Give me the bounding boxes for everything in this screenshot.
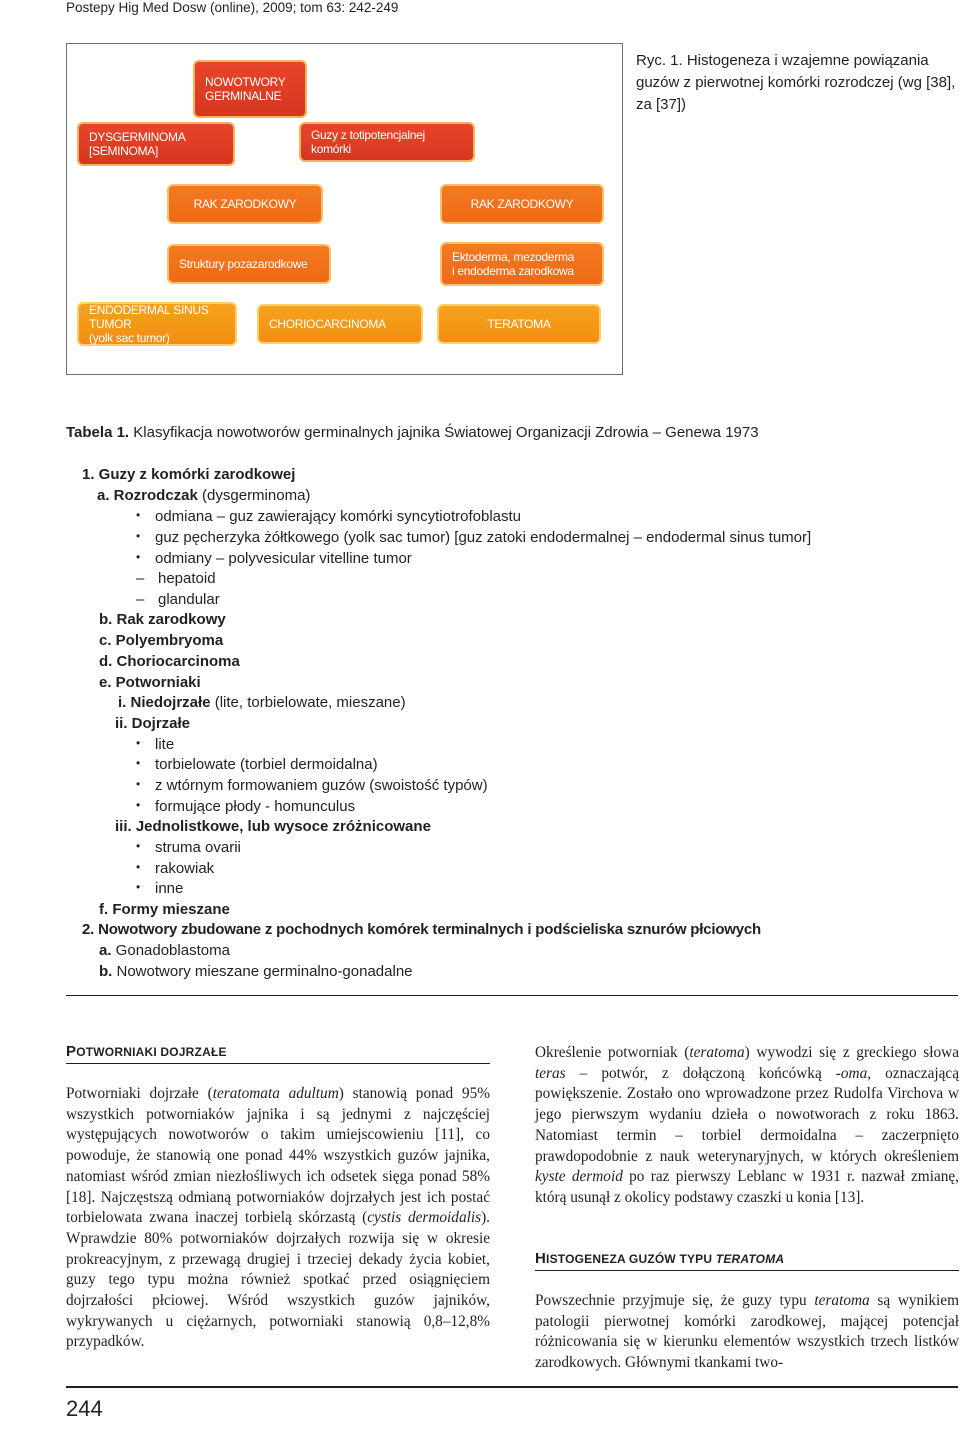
journal-header: Postepy Hig Med Dosw (online), 2009; tom 63: 242-249	[66, 0, 399, 15]
node-label: RAK ZARODKOWY	[193, 197, 297, 211]
row-text: Nowotwory mieszane germinalno-gonadalne	[112, 963, 413, 980]
table-row: • guz pęcherzyka żółtkowego (yolk sac tumor) [guz zatoki endodermalnej – endodermal sinus tumor]	[155, 529, 811, 546]
table-row: • formujące płody - homunculus	[155, 798, 355, 815]
table-title-text: Klasyfikacja nowotworów germinalnych jajnika Światowej Organizacji Zdrowia – Genewa 1973	[129, 424, 759, 441]
node-label: TERATOMA	[487, 317, 551, 331]
figure-caption: Ryc. 1. Histogeneza i wzajemne powiązania guzów z pierwotnej komórki rozrodczej (wg [38], za [37])	[636, 52, 956, 113]
text: Określenie potworniak (	[535, 1044, 690, 1061]
node-label: [SEMINOMA]	[89, 144, 159, 158]
body-paragraph	[535, 1043, 959, 1209]
node-label: Guzy z totipotencjalnej komórki	[311, 128, 425, 156]
node-embryonal-carcinoma-left	[167, 184, 323, 224]
table-row: ii. Dojrzałe	[115, 715, 191, 732]
heading-initial: P	[66, 1043, 77, 1060]
node-label: DYSGERMINOMA	[89, 130, 186, 144]
heading-text: OTWORNIAKI DOJRZAŁE	[76, 1045, 227, 1059]
text: , oznaczającą powiększenie. Zostało ono wprowadzone przez Rudolfa Virchova w jego pierwszym wydaniu dzieła o nowotworach z roku 1863. Natomiast termin – torbiel dermoidalna – zaczerpnięto prawdopodobnie z nauk weterynaryjnych, w których określeniem	[535, 1064, 959, 1165]
node-label: i endoderma zarodkowa	[452, 264, 574, 278]
heading-underline	[66, 1063, 490, 1064]
node-endodermal-sinus-tumor	[77, 302, 237, 346]
page-number: 244	[66, 1396, 103, 1421]
table-row: • torbielowate (torbiel dermoidalna)	[155, 756, 378, 773]
text: ). Wprawdzie 80% potworniaków dojrzałych rozwija się w okresie prokreacyjnym, z przewagą drugiej i trzeciej dekady życia kobiet, guzy tego typu można również spotkać przed osiągnięciem dojrzałości płciowej. Wśród wszystkich guzów jajników, wykrywanych u ciężarnych, potworniaki stanowią 0,8–12,8% przypadków.	[66, 1209, 490, 1351]
body-paragraph	[535, 1291, 959, 1374]
table-row: 1. Guzy z komórki zarodkowej	[82, 466, 296, 483]
table-row	[99, 942, 230, 959]
row-text: (dysgerminoma)	[197, 487, 311, 504]
row-label: a.	[99, 942, 112, 959]
text-italic: teras	[535, 1064, 566, 1082]
table-row	[118, 694, 406, 711]
table-row: d. Choriocarcinoma	[99, 653, 240, 670]
heading-underline	[535, 1270, 959, 1271]
text: Powszechnie przyjmuje się, że guzy typu	[535, 1292, 815, 1309]
table-row: iii. Jednolistkowe, lub wysoce zróżnicowane	[115, 818, 431, 835]
table-row: • odmiana – guz zawierający komórki syncytiotrofoblastu	[155, 508, 521, 525]
heading-text: ISTOGENEZA GUZÓW TYPU	[546, 1252, 716, 1266]
table-row: • struma ovarii	[155, 839, 241, 856]
divider	[66, 995, 958, 996]
node-label: GERMINALNE	[205, 89, 282, 103]
table-row: – hepatoid	[158, 570, 216, 587]
section-heading	[66, 1043, 227, 1060]
node-germinal-tumors	[193, 60, 307, 118]
node-label: NOWOTWORY	[205, 75, 286, 89]
table-row: • z wtórnym formowaniem guzów (swoistość typów)	[155, 777, 488, 794]
table-row: c. Polyembryoma	[99, 632, 224, 649]
table-title	[66, 424, 759, 441]
text-italic: kyste dermoid	[535, 1168, 623, 1186]
row-label: b.	[99, 963, 113, 980]
row-label: a. Rozrodczak	[97, 487, 198, 504]
text: ) stanowią ponad 95% wszystkich potworniaków jajnika i są jednymi z najczęściej występujących nowotworów o takim umiejscowieniu [11], co powoduje, że stanowią one ponad 44% wszystkich guzów jajnika, natomiast wśród zmian niezłośliwych ich odsetek sięga ponad 58% [18]. Najczęstszą odmianą potworniaków dojrzałych jest ich postać torbielowata zwana inaczej torbielą skórzastą (	[66, 1085, 490, 1227]
node-totipotent	[299, 122, 475, 162]
text: są wynikiem patologii pierwotnej komórki zarodkowej, mającej potencjał różnicowania się w kierunku elementów wszystkich trzech listków zarodkowych. Głównymi tkankami two-	[535, 1292, 959, 1372]
row-text: (lite, torbielowate, mieszane)	[210, 694, 406, 711]
body-paragraph	[66, 1084, 490, 1353]
table-row: • lite	[155, 736, 174, 753]
table-label: Tabela 1.	[66, 424, 130, 441]
node-teratoma	[437, 304, 601, 344]
node-label: ENDODERMAL SINUS TUMOR	[89, 303, 209, 331]
text-italic: cystis dermoidalis	[367, 1209, 482, 1227]
node-extraembryonic	[167, 244, 331, 284]
row-label: i. Niedojrzałe	[118, 694, 211, 711]
table-row	[97, 487, 310, 504]
text: ) wywodzi się z greckiego słowa	[744, 1044, 959, 1061]
text: Potworniaki dojrzałe (	[66, 1085, 213, 1102]
node-label: RAK ZARODKOWY	[470, 197, 574, 211]
section-heading	[535, 1250, 784, 1267]
table-row: b. Rak zarodkowy	[99, 611, 226, 628]
node-label: CHORIOCARCINOMA	[269, 317, 386, 331]
footer-rule	[66, 1386, 958, 1388]
text-italic: teratoma	[814, 1292, 870, 1309]
text-italic: teratoma	[689, 1044, 745, 1061]
text: – potwór, z dołączoną końcówką	[565, 1064, 836, 1082]
node-label: Struktury pozazarodkowe	[179, 257, 308, 271]
table-row: 2. Nowotwory zbudowane z pochodnych komórek terminalnych i podścieliska sznurów płciowych	[82, 921, 761, 938]
table-row: – glandular	[158, 591, 220, 608]
table-row: f. Formy mieszane	[99, 901, 230, 918]
row-text: Gonadoblastoma	[111, 942, 230, 959]
node-dysgerminoma	[77, 122, 235, 166]
node-label: (yolk sac tumor)	[89, 331, 170, 345]
heading-initial: H	[535, 1250, 547, 1267]
table-row: • inne	[155, 880, 183, 897]
node-germ-layers	[440, 242, 604, 286]
table-row	[99, 963, 413, 980]
node-choriocarcinoma	[257, 304, 423, 344]
table-row: e. Potworniaki	[99, 674, 201, 691]
figure-frame	[66, 43, 623, 375]
table-row: • rakowiak	[155, 860, 214, 877]
heading-italic: TERATOMA	[715, 1252, 785, 1266]
node-label: Ektoderma, mezoderma	[452, 250, 575, 264]
text-italic: -oma	[835, 1064, 868, 1082]
text-italic: teratomata adultum	[212, 1085, 339, 1102]
table-row: • odmiany – polyvesicular vitelline tumor	[155, 550, 412, 567]
node-embryonal-carcinoma-right	[440, 184, 604, 224]
text: po raz pierwszy Leblanc w 1931 r. nazwał zmianę, którą usunął z okolicy podstawy czaszki u konia [13].	[535, 1168, 959, 1206]
